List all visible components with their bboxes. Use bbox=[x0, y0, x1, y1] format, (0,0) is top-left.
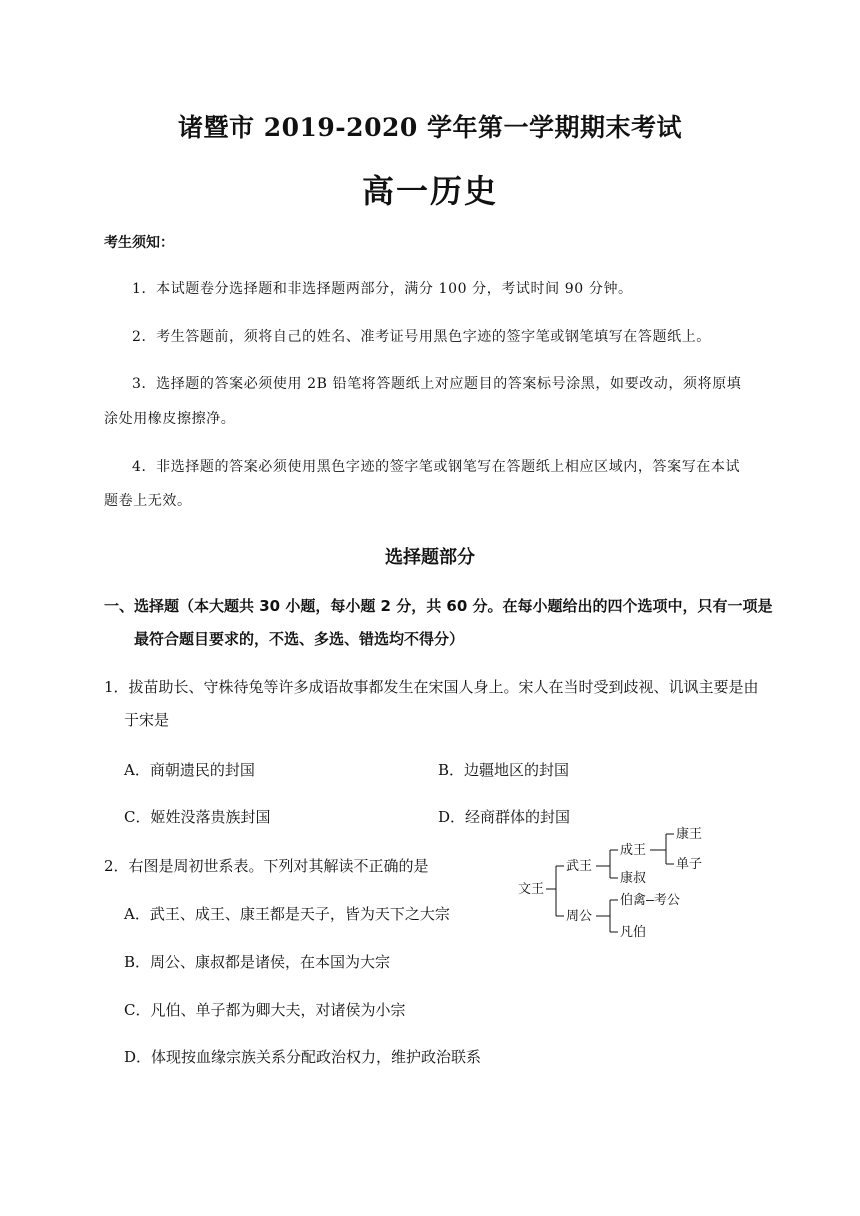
question-1-option-b: B．边疆地区的封国 bbox=[438, 761, 570, 779]
tree-branch-wenwang bbox=[546, 866, 564, 916]
tree-node-kangshu: 康叔 bbox=[620, 871, 647, 886]
notice-item-3: 3．选择题的答案必须使用 2B 铅笔将答题纸上对应题目的答案标号涂黑，如要改动，须将原填 bbox=[132, 376, 742, 392]
question-1-option-c: C．姬姓没落贵族封国 bbox=[124, 808, 271, 826]
notice-item-4: 4．非选择题的答案必须使用黑色字迹的签字笔或钢笔写在答题纸上相应区域内，答案写在本试 bbox=[132, 459, 741, 475]
tree-branch-wuwang bbox=[596, 850, 618, 878]
notice-item-2: 2．考生答题前，须将自己的姓名、准考证号用黑色字迹的签字笔或钢笔填写在答题纸上。 bbox=[132, 329, 711, 345]
question-2-option-b: B．周公、康叔都是诸侯，在本国为大宗 bbox=[124, 953, 391, 971]
question-2-option-c: C．凡伯、单子都为卿大夫，对诸侯为小宗 bbox=[124, 1001, 406, 1019]
section-title: 选择题部分 bbox=[385, 547, 475, 568]
notice-item-3-cont: 涂处用橡皮擦擦净。 bbox=[104, 411, 236, 427]
question-1-stem: 1．拔苗助长、守株待兔等许多成语故事都发生在宋国人身上。宋人在当时受到歧视、讥讽主要是由 bbox=[104, 678, 759, 696]
tree-branch-chengwang bbox=[650, 834, 674, 864]
tree-branch-zhougong bbox=[596, 900, 618, 932]
tree-node-shanzi: 单子 bbox=[676, 857, 703, 872]
question-2-option-a: A．武王、成王、康王都是天子，皆为天下之大宗 bbox=[124, 905, 450, 923]
question-2-stem: 2．右图是周初世系表。下列对其解读不正确的是 bbox=[104, 857, 429, 875]
tree-node-kangwang: 康王 bbox=[676, 827, 703, 842]
part-heading-line2: 最符合题目要求的，不选、多选、错选均不得分） bbox=[134, 630, 465, 648]
exam-subject: 高一历史 bbox=[361, 172, 498, 210]
tree-node-chengwang: 成王 bbox=[620, 843, 647, 858]
tree-node-zhougong: 周公 bbox=[566, 909, 593, 924]
tree-node-wenwang: 文王 bbox=[518, 882, 545, 897]
notice-item-4-cont: 题卷上无效。 bbox=[104, 493, 192, 509]
exam-title: 诸暨市 2019-2020 学年第一学期期末考试 bbox=[178, 113, 682, 142]
tree-node-fanbo: 凡伯 bbox=[620, 925, 647, 940]
question-1-option-a: A．商朝遗民的封国 bbox=[124, 761, 255, 779]
tree-node-boqin-kaogong: 伯禽—考公 bbox=[620, 893, 680, 908]
question-2-option-d: D．体现按血缘宗族关系分配政治权力，维护政治联系 bbox=[124, 1048, 482, 1066]
notice-item-1: 1．本试题卷分选择题和非选择题两部分，满分 100 分，考试时间 90 分钟。 bbox=[132, 281, 633, 297]
part-heading-line1: 一、选择题（本大题共 30 小题，每小题 2 分，共 60 分。在每小题给出的四个选项中，只有一项是 bbox=[104, 597, 773, 615]
tree-node-wuwang: 武王 bbox=[566, 859, 593, 874]
question-1-stem-cont: 于宋是 bbox=[124, 711, 170, 729]
notice-heading: 考生须知： bbox=[104, 235, 174, 251]
question-1-option-d: D．经商群体的封国 bbox=[438, 808, 571, 826]
zhou-family-tree-diagram bbox=[510, 820, 730, 945]
